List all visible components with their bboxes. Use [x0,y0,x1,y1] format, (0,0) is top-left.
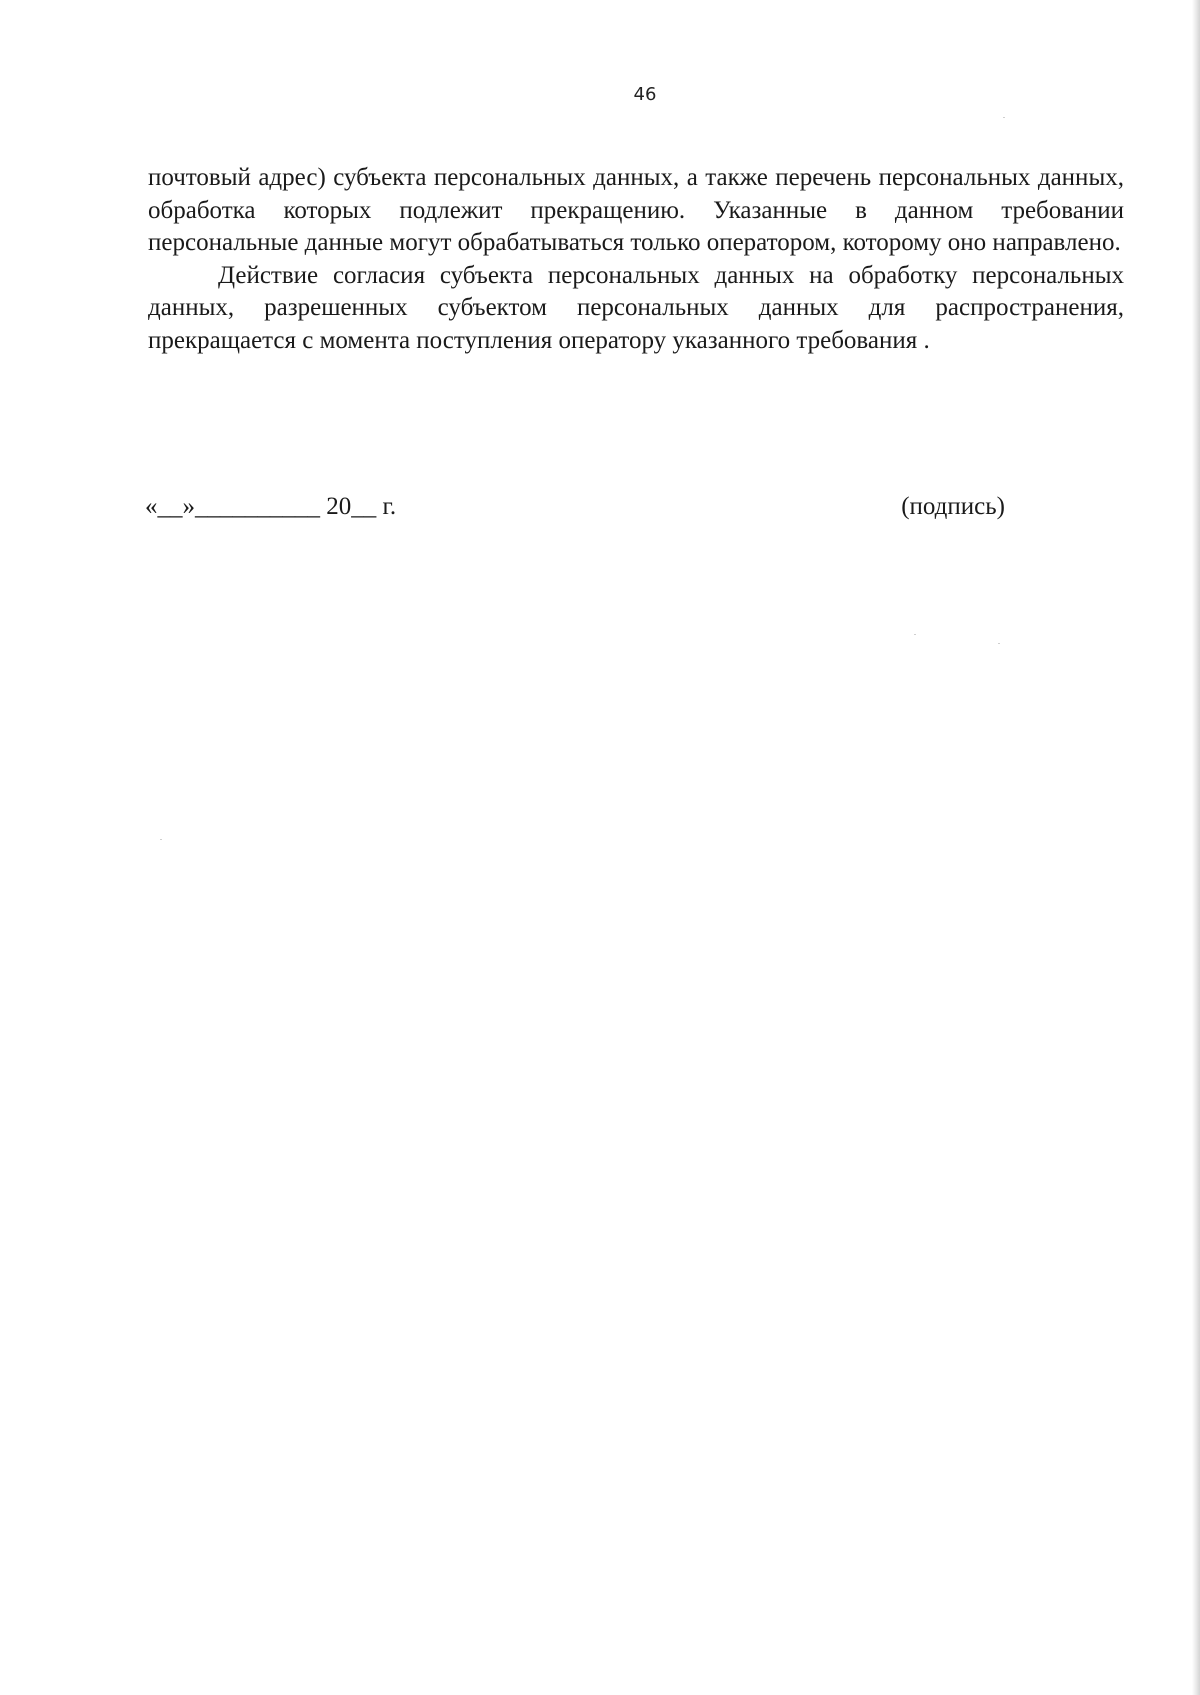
page-number: 46 [633,84,657,105]
paragraph-consent-termination: Действие согласия субъекта персональных данных на обработку персональных данных, разрешенных субъектом персональных данных для распространения, прекращается с момента поступления оператору указанного требования . [148,261,1124,354]
page-edge-shadow [1192,0,1200,1695]
scan-speck [914,634,916,635]
signature-label: (подпись) [901,493,1005,520]
document-body [148,162,1124,357]
paragraph-continuation: почтовый адрес) субъекта персональных данных, а также перечень персональных данных, обработка которых подлежит прекращению. Указанные в данном требовании персональные данные могут обрабатываться только оператором, которому оно направлено. [148,164,1124,256]
scan-speck [998,643,1000,644]
signature-block [145,493,1005,527]
scan-speck [1003,117,1005,118]
scan-speck [160,839,162,840]
date-placeholder: «__»__________ 20__ г. [145,493,397,520]
